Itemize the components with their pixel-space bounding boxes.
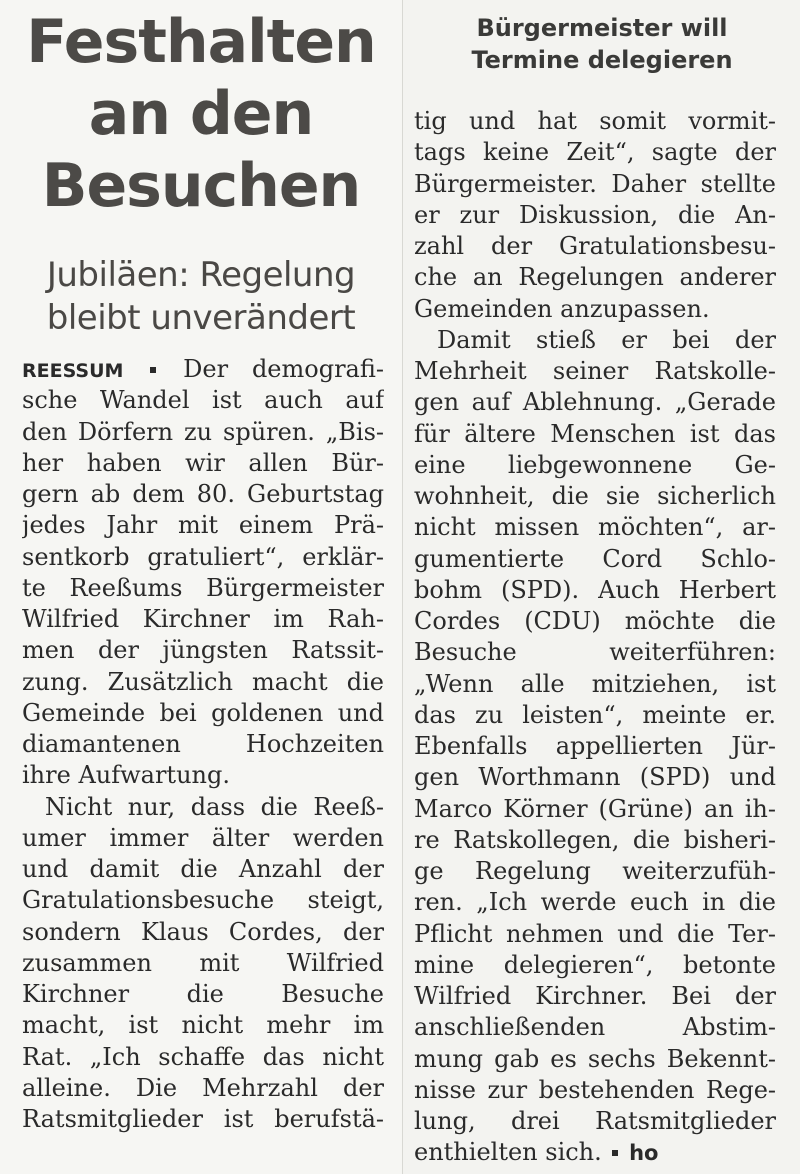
text-line: anschließenden Abstim- [414,1013,776,1042]
text-line: diamantenen Hochzeiten [22,730,384,758]
text-line: Wilfried Kirchner. Bei der [414,982,776,1010]
text-line: sentkorb gratuliert“, erklär- [22,542,384,571]
text-line: er zur Diskussion, die An- [414,200,776,229]
text-line: gern ab dem 80. Geburtstag [22,480,384,508]
subheadline [0,254,402,340]
dateline: REESSUM [22,360,124,382]
kicker-line: Termine delegieren [471,46,733,74]
text-line: Damit stieß er bei der [437,325,776,354]
text-line: sche Wandel ist auch auf [22,386,384,415]
text-line: gumentierte Cord Schlo- [414,544,776,573]
text-line: Gemeinden anzupassen. [414,294,710,323]
headline-line: Besuchen [41,151,361,221]
text-line: zusammen mit Wilfried [22,948,384,977]
text-line: wohnheit, die sie sicherlich [414,482,776,510]
text-line: Wilfried Kirchner im Rah- [22,605,384,633]
text-line: tig und hat somit vormit- [414,107,776,135]
line-text: Der demografi- [183,355,384,383]
headline-line: an den [88,79,314,149]
text-line: umer immer älter werden [22,823,384,852]
text-line [414,1137,776,1168]
kicker-heading [403,0,800,76]
text-line: Nicht nur, dass die Reeß- [45,792,384,821]
text-line: lung, drei Ratsmitglieder [414,1107,776,1135]
text-line: Gratulationsbesuche steigt, [22,886,384,915]
text-line: jedes Jahr mit einem Prä- [22,511,384,540]
text-line: zahl der Gratulationsbesu- [414,232,776,260]
text-line: gen auf Ablehnung. „Gerade [414,388,776,417]
author-initials: ho [629,1141,659,1166]
text-line: für ältere Menschen ist das [414,419,776,448]
subheadline-line: bleibt unverändert [46,298,356,338]
text-line: Rat. „Ich schaffe das nicht [22,1042,384,1071]
text-line: mung gab es sechs Bekennt- [414,1044,776,1073]
text-line: macht, ist nicht mehr im [22,1011,384,1040]
text-line: alleine. Die Mehrzahl der [22,1073,384,1102]
text-line [22,354,384,385]
text-line: re Ratskollegen, die bisheri- [414,825,776,854]
text-line: mine delegieren“, betonte [414,950,776,979]
text-line: Ebenfalls appellierten Jür- [414,732,776,760]
text-line: tags keine Zeit“, sagte der [414,138,776,167]
bullet-icon [150,367,156,373]
text-line: nicht missen möchten“, ar- [414,513,776,542]
headline-line: Festhalten [26,7,376,77]
text-line: das zu leisten“, meinte er. [414,700,776,729]
text-line: sondern Klaus Cordes, der [22,917,384,946]
text-line: den Dörfern zu spüren. „Bis- [22,417,384,446]
text-line: „Wenn alle mitziehen, ist [414,669,776,698]
text-line: Mehrheit seiner Ratskolle- [414,357,776,385]
text-line: her haben wir allen Bür- [22,448,384,477]
text-line: ren. „Ich werde euch in die [414,888,776,917]
text-line: nisse zur bestehenden Rege- [414,1075,776,1104]
text-line: men der jüngsten Ratssit- [22,636,384,665]
text-line: Kirchner die Besuche [22,980,384,1008]
headline [0,0,402,222]
text-line: und damit die Anzahl der [22,855,384,883]
text-line: ge Regelung weiterzufüh- [414,857,776,885]
text-line: che an Regelungen anderer [414,263,776,292]
article-body-left [22,354,384,1135]
text-line: Marco Körner (Grüne) an ih- [414,794,776,823]
text-line: gen Worthmann (SPD) und [414,763,776,792]
text-line: Bürgermeister. Daher stellte [414,169,776,198]
line-text: enthielten sich. [414,1138,602,1167]
subheadline-line: Jubiläen: Regelung [46,255,356,295]
text-line: Ratsmitglieder ist berufstä- [22,1105,384,1133]
text-line: eine liebgewonnene Ge- [414,450,776,479]
kicker-line: Bürgermeister will [476,14,728,42]
text-line: ihre Aufwartung. [22,761,230,790]
text-line: Pflicht nehmen und die Ter- [414,919,776,948]
text-line: bohm (SPD). Auch Herbert [414,575,776,604]
text-line: Cordes (CDU) möchte die [414,607,776,635]
text-line: te Reeßums Bürgermeister [22,573,384,602]
text-line: Gemeinde bei goldenen und [22,698,384,727]
end-bullet-icon [612,1150,618,1156]
text-line: zung. Zusätzlich macht die [22,667,384,696]
text-line: Besuche weiterführen: [414,638,776,667]
article-body-right [414,106,776,1169]
